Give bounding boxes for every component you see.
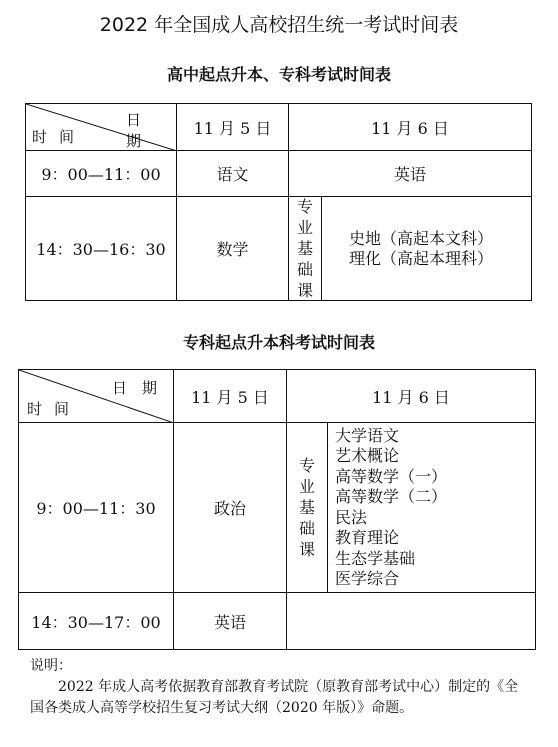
subject-cell: 语文 <box>177 151 289 197</box>
subject-item: 医学综合 <box>335 569 400 588</box>
subject-item: 大学语文 <box>335 425 400 445</box>
subject-cell: 政治 <box>174 423 287 593</box>
subject-item: 高等数学（一） <box>335 466 448 486</box>
table2-heading: 专科起点升本科考试时间表 <box>182 333 375 352</box>
subject-list <box>322 197 532 301</box>
notes <box>30 656 530 719</box>
exam-table-2 <box>18 369 536 650</box>
subject-item: 史地（高起本文科） <box>349 228 494 248</box>
time-slot: 14：30—16：30 <box>26 197 177 301</box>
subject-item: 民法 <box>335 507 368 527</box>
header-corner <box>19 370 174 423</box>
empty-cell <box>287 593 536 650</box>
subject-item: 生态学基础 <box>335 548 416 568</box>
time-slot: 9：00—11：00 <box>26 151 177 197</box>
subject-list <box>328 423 536 593</box>
subject-item: 高等数学（二） <box>335 487 448 506</box>
header-date-label: 日期 <box>126 111 157 150</box>
page-title: 2022 年全国成人高校招生统一考试时间表 <box>99 14 459 36</box>
basic-course-label: 专 业 基 础 课 <box>287 423 328 593</box>
notes-text: 2022 年成人高考依据教育部教育考试院（原教育部考试中心）制定的《全国各类成人高等学校招生复习考试大纲（2020 年版）》命题。 <box>30 679 519 716</box>
subject-item: 艺术概论 <box>335 446 400 465</box>
exam-table-1 <box>25 103 532 301</box>
table1-heading: 高中起点升本、专科考试时间表 <box>166 65 391 84</box>
time-slot: 9：00—11：30 <box>19 423 174 593</box>
header-time-label: 时间 <box>32 128 87 146</box>
header-corner <box>26 104 177 151</box>
notes-label: 说明： <box>30 658 72 674</box>
day1-header: 11 月 5 日 <box>174 370 287 423</box>
subject-cell: 英语 <box>289 151 532 197</box>
subject-item: 理化（高起本理科） <box>349 248 494 268</box>
header-time-label: 时间 <box>27 400 82 418</box>
subject-cell: 英语 <box>174 593 287 650</box>
time-slot: 14：30—17：00 <box>19 593 174 650</box>
day1-header: 11 月 5 日 <box>177 104 289 151</box>
subject-cell: 数学 <box>177 197 289 301</box>
day2-header: 11 月 6 日 <box>289 104 532 151</box>
subject-item: 教育理论 <box>335 528 400 547</box>
day2-header: 11 月 6 日 <box>287 370 536 423</box>
basic-course-label: 专 业 基 础 课 <box>289 197 322 301</box>
header-date-label: 日期 <box>112 379 173 397</box>
